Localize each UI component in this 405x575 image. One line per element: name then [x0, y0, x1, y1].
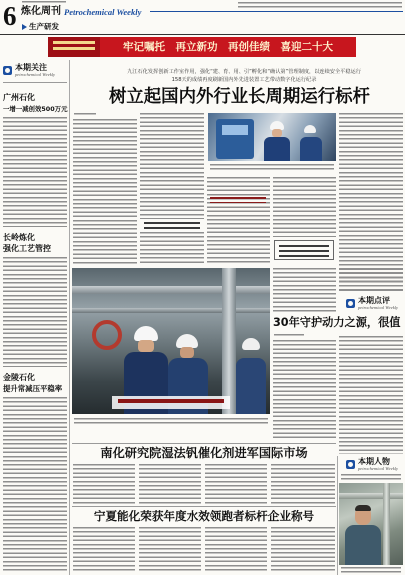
lead-byline [74, 113, 96, 116]
arrow-right-icon [22, 24, 27, 30]
banner-left-block [48, 37, 100, 57]
lead-subhead-2 [210, 197, 266, 203]
comment-tag-label: 本期点评 [358, 296, 390, 305]
photo-pipe-1 [72, 286, 270, 294]
feature-photo [72, 268, 270, 414]
bottom-news-1-col-4 [271, 464, 335, 504]
left-news-3-org: 金陵石化 [3, 373, 35, 382]
section-label: 生产研发 [29, 22, 59, 31]
lead-col-3 [207, 177, 270, 265]
photo-worker-face [272, 129, 282, 137]
masthead-subtitle: Petrochemical Weekly [64, 7, 142, 17]
lead-col-2 [140, 113, 204, 219]
page-number: 6 [3, 1, 17, 31]
photo-worker2-helmet [176, 334, 198, 348]
left-news-2-org: 长岭炼化 [3, 233, 35, 242]
left-news-2-title: 强化工艺管控 [3, 244, 51, 253]
lead-intro-line-1: 九江石化发挥创新工作室作用，强化“建、育、用、引”孵化和“确认第”管理制度，以连续安全平稳运行 [127, 69, 361, 75]
petrochemical-logo-icon [3, 66, 12, 75]
bottom-news-1-col-3 [205, 464, 267, 504]
lead-intro [104, 68, 384, 84]
lead-headline: 树立起国内外行业长周期运行标杆 [109, 87, 370, 107]
left-news-3-body [3, 397, 67, 573]
banner-slogan: 牢记嘱托 再立新功 再创佳绩 喜迎二十大 [123, 41, 333, 53]
comment-col-1 [273, 340, 336, 440]
left-column-divider [69, 60, 70, 575]
focus-tag-label: 本期关注 [15, 63, 47, 72]
left-news-3-title: 提升常减压平稳率 [3, 384, 63, 393]
lead-photo-caption [210, 164, 334, 172]
people-tag [346, 458, 398, 472]
comment-byline [274, 334, 304, 337]
bottom-news-2-col-3 [205, 527, 267, 573]
bottom-news-1-headline: 南化研究院湿法钒催化剂进军国际市场 [100, 446, 308, 460]
photo-equipment-panel [222, 125, 248, 135]
people-photo-caption [341, 567, 401, 573]
lead-col-7 [339, 268, 403, 292]
lead-boxed-subhead [274, 240, 334, 260]
masthead-section [22, 22, 59, 31]
lead-boxed-subhead-text [279, 245, 329, 257]
focus-tag [3, 64, 55, 78]
header-thin-rule [150, 11, 403, 12]
photo-worker-body [264, 137, 290, 161]
slogan-banner [48, 37, 356, 57]
petrochemical-logo-icon [346, 299, 355, 308]
photo-valve [92, 320, 122, 350]
photo-worker3-helmet [242, 338, 260, 350]
photo-title-strip [112, 396, 230, 409]
left-news-2-body [3, 257, 67, 367]
photo-worker2-body [300, 137, 322, 161]
left-news-1-body [3, 117, 67, 227]
bottom-news-2-rule [72, 506, 336, 507]
lead-col-6 [273, 268, 336, 312]
feature-photo-caption [74, 418, 268, 426]
photo-worker2-helmet [304, 125, 316, 133]
petrochemical-logo-icon [346, 460, 355, 469]
lead-intro-line-2: 158天的成绩再度刷新国内外先进装置工艺带动数字化运行纪录 [171, 77, 317, 83]
masthead-title: 炼化周刊 [21, 6, 61, 17]
editor-info [238, 2, 402, 8]
comment-tag-label-en: petrochemical Weekly [358, 305, 399, 310]
lead-col-4 [273, 177, 336, 237]
focus-tag-label-en: petrochemical Weekly [15, 72, 56, 77]
bottom-news-2-col-4 [271, 527, 335, 573]
issue-date-line [22, 1, 66, 4]
left-news-1-title: 一增一减创效500万元 [3, 105, 68, 113]
photo-pipe-2 [383, 483, 390, 565]
bottom-news-1-col-2 [139, 464, 201, 504]
photo-pipe-vertical [222, 268, 236, 414]
header-rule [0, 34, 405, 35]
people-photo [339, 483, 403, 565]
focus-tag-rule [3, 82, 67, 83]
comment-headline: 30年守护动力之源，很值 [273, 316, 401, 329]
people-tag-label: 本期人物 [358, 457, 390, 466]
photo-worker-helmet [134, 326, 158, 341]
comment-tag [346, 297, 398, 311]
people-tag-label-en: petrochemical Weekly [358, 466, 399, 471]
bottom-news-2-col-1 [73, 527, 135, 573]
bottom-news-2-col-2 [139, 527, 201, 573]
comment-col-2 [339, 336, 403, 454]
banner-left-text [53, 41, 95, 53]
lead-photo [208, 113, 336, 161]
bottom-news-2-headline: 宁夏能化荣获年度水效领跑者标杆企业称号 [93, 509, 315, 523]
photo-person-hair [355, 505, 371, 511]
comment-tag-text [358, 297, 398, 311]
bottom-news-1-rule [72, 443, 336, 444]
bottom-news-1-col-1 [73, 464, 135, 504]
photo-pipe-2 [72, 308, 270, 313]
photo-person-body [345, 525, 381, 565]
people-intro [341, 474, 401, 480]
lead-subhead-1 [144, 222, 200, 229]
left-news-1-org: 广州石化 [3, 93, 35, 102]
photo-pipe-1 [339, 493, 403, 499]
lead-col-2b [140, 232, 204, 265]
focus-tag-text [15, 64, 55, 78]
photo-worker2-face [180, 347, 194, 358]
lead-col-5 [339, 113, 403, 293]
people-tag-text [358, 458, 398, 472]
photo-title-text [118, 399, 224, 406]
photo-worker-face [138, 340, 154, 352]
right-column-divider [337, 456, 338, 575]
lead-col-1 [73, 119, 137, 265]
photo-worker3-body [236, 358, 266, 414]
